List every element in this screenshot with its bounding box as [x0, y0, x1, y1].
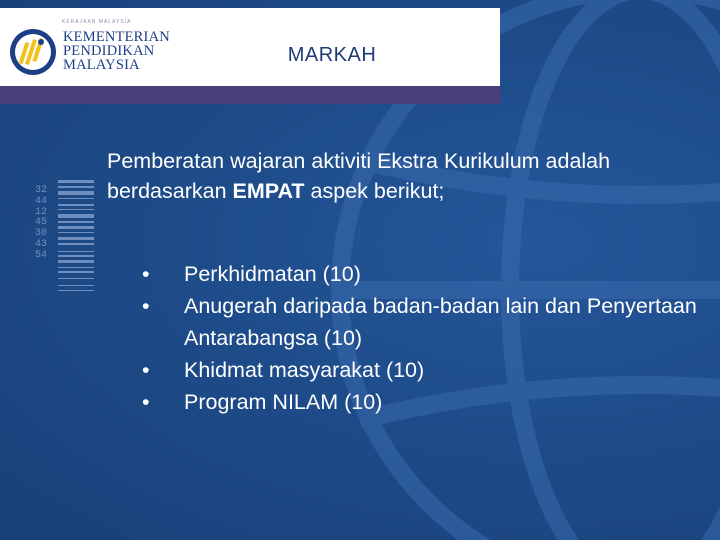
list-item-text: Perkhidmatan (10)	[184, 262, 361, 286]
ministry-line: PENDIDIKAN	[63, 43, 155, 59]
ministry-crest-icon	[9, 28, 57, 76]
barcode-bar	[58, 186, 94, 188]
barcode-bar	[58, 209, 94, 210]
barcode-bar	[58, 237, 94, 240]
barcode-bar	[58, 243, 94, 245]
barcode-bar	[58, 267, 94, 268]
barcode-bar	[58, 226, 94, 229]
bullet-icon: •	[142, 294, 150, 318]
list-item-text: Anugerah daripada badan-badan lain dan Penyertaan Antarabangsa (10)	[184, 294, 697, 350]
intro-paragraph	[107, 146, 707, 206]
list-item-text: Program NILAM (10)	[184, 390, 383, 414]
barcode-bar	[58, 221, 94, 223]
intro-emphasis: EMPAT	[232, 179, 305, 203]
slide-header	[0, 8, 500, 86]
list-item	[140, 290, 715, 354]
aspect-list	[140, 258, 715, 418]
barcode-bar	[58, 191, 94, 195]
ministry-tagline: KERAJAAN MALAYSIA	[62, 19, 132, 25]
barcode-bar	[58, 278, 94, 279]
barcode-bar	[58, 251, 94, 252]
barcode-bar	[58, 204, 94, 206]
barcode-bar	[58, 271, 94, 273]
bullet-icon: •	[142, 262, 150, 286]
bullet-icon: •	[142, 390, 150, 414]
barcode-decoration	[58, 180, 94, 330]
ministry-line: MALAYSIA	[63, 57, 140, 73]
ministry-wordmark	[63, 30, 193, 72]
barcode-bar	[58, 214, 94, 218]
barcode-bar	[58, 260, 94, 263]
barcode-bar	[58, 198, 94, 199]
barcode-digits: 32441245304354	[34, 185, 47, 261]
intro-text: Pemberatan wajaran aktiviti Ekstra Kurikulum adalah berdasarkan	[107, 149, 611, 203]
slide-title: MARKAH	[287, 44, 377, 66]
list-item	[140, 258, 715, 290]
ministry-line: KEMENTERIAN	[63, 29, 170, 45]
intro-text-end: aspek berikut;	[304, 179, 445, 203]
list-item-text: Khidmat masyarakat (10)	[184, 358, 425, 382]
barcode-bar	[58, 285, 94, 286]
header-accent-band	[0, 86, 500, 104]
barcode-bar	[58, 232, 94, 233]
barcode-bar	[58, 180, 94, 183]
barcode-bar	[58, 290, 94, 291]
barcode-bar	[58, 255, 94, 257]
list-item	[140, 386, 715, 418]
bullet-icon: •	[142, 358, 150, 382]
list-item	[140, 354, 715, 386]
